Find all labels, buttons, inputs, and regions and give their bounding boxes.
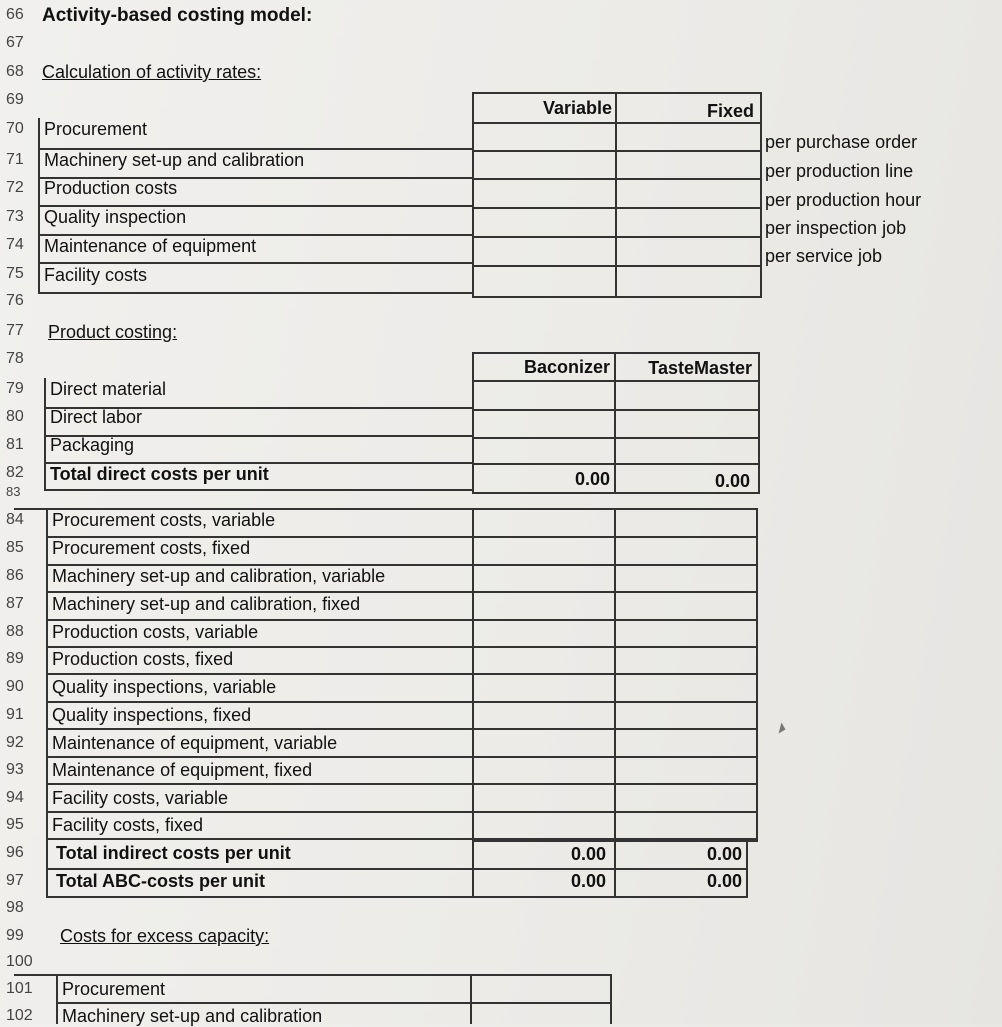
row-number: 68 <box>6 63 24 80</box>
rate-row-label[interactable]: Maintenance of equipment <box>44 236 257 256</box>
indirect-row-label[interactable]: Machinery set-up and calibration, fixed <box>52 594 361 614</box>
column-divider <box>746 838 748 896</box>
grid-line <box>38 262 474 264</box>
total-abc-baconizer[interactable]: 0.00 <box>570 871 606 891</box>
column-divider <box>614 352 616 492</box>
row-number: 93 <box>6 761 24 778</box>
row-number: 94 <box>6 789 24 806</box>
row-number: 83 <box>6 484 21 499</box>
grid-line <box>472 409 758 411</box>
direct-row-label[interactable]: Direct labor <box>50 407 143 427</box>
column-divider <box>470 974 472 1024</box>
grid-line <box>472 536 756 538</box>
grid-line <box>46 838 474 840</box>
grid-line <box>472 896 748 898</box>
row-number: 91 <box>6 706 24 723</box>
row-number: 90 <box>6 678 24 695</box>
direct-row-label[interactable]: Direct material <box>50 379 167 399</box>
row-number: 75 <box>6 265 24 282</box>
grid-line <box>46 896 474 898</box>
grid-line <box>46 646 474 648</box>
total-indirect-label[interactable]: Total indirect costs per unit <box>56 843 291 863</box>
grid-line <box>472 564 756 566</box>
row-number: 100 <box>6 953 33 970</box>
row-number: 67 <box>6 34 24 51</box>
grid-line <box>472 207 760 209</box>
total-direct-baconizer[interactable]: 0.00 <box>574 469 610 489</box>
grid-line <box>472 646 756 648</box>
header-variable: Variable <box>542 98 612 118</box>
row-number: 89 <box>6 650 24 667</box>
grid-line <box>44 489 474 491</box>
grid-line <box>472 150 760 152</box>
row-number: 66 <box>6 6 24 23</box>
grid-line <box>472 236 760 238</box>
grid-line <box>46 619 474 621</box>
indirect-row-label[interactable]: Quality inspections, fixed <box>52 705 252 725</box>
column-divider <box>610 974 612 1024</box>
row-number: 82 <box>6 464 24 481</box>
row-number: 84 <box>6 511 24 528</box>
indirect-row-label[interactable]: Production costs, fixed <box>52 649 234 669</box>
column-divider <box>38 118 40 294</box>
grid-line <box>472 591 756 593</box>
row-number: 76 <box>6 292 24 309</box>
grid-line <box>472 728 756 730</box>
unit-note[interactable]: per production hour <box>765 190 922 210</box>
row-number: 77 <box>6 322 24 339</box>
grid-line <box>472 756 756 758</box>
rate-row-label[interactable]: Procurement <box>44 119 148 139</box>
grid-line <box>46 673 474 675</box>
row-number: 69 <box>6 91 24 108</box>
indirect-row-label[interactable]: Maintenance of equipment, variable <box>52 733 338 753</box>
row-number: 74 <box>6 236 24 253</box>
row-number: 96 <box>6 844 24 861</box>
unit-note[interactable]: per service job <box>765 246 883 266</box>
unit-note[interactable]: per purchase order <box>765 132 918 152</box>
grid-line <box>472 783 756 785</box>
grid-line <box>472 122 760 124</box>
grid-line <box>472 868 748 870</box>
grid-line <box>46 868 474 870</box>
grid-line <box>472 178 760 180</box>
header-baconizer: Baconizer <box>523 357 610 377</box>
total-abc-tastemaster[interactable]: 0.00 <box>706 871 742 891</box>
column-divider <box>760 124 762 268</box>
grid-line <box>46 701 474 703</box>
rate-row-label[interactable]: Facility costs <box>44 265 148 285</box>
total-abc-label[interactable]: Total ABC-costs per unit <box>56 871 266 891</box>
grid-line <box>46 783 474 785</box>
total-direct-label[interactable]: Total direct costs per unit <box>50 464 269 484</box>
row-number: 87 <box>6 595 24 612</box>
row-number: 79 <box>6 380 24 397</box>
row-number: 81 <box>6 436 24 453</box>
row-number: 102 <box>6 1007 33 1024</box>
unit-note[interactable]: per inspection job <box>765 218 907 238</box>
grid-line <box>472 811 756 813</box>
section-product-costing: Product costing: <box>48 322 178 342</box>
grid-line <box>472 673 756 675</box>
indirect-row-label[interactable]: Procurement costs, variable <box>52 510 276 530</box>
row-number: 85 <box>6 539 24 556</box>
section-excess-capacity: Costs for excess capacity: <box>60 926 270 946</box>
indirect-row-label[interactable]: Machinery set-up and calibration, variable <box>52 566 386 586</box>
column-divider <box>56 974 58 1024</box>
grid-line <box>472 265 760 267</box>
row-number: 99 <box>6 927 24 944</box>
grid-line <box>46 756 474 758</box>
total-indirect-tastemaster[interactable]: 0.00 <box>706 844 742 864</box>
rate-row-label[interactable]: Machinery set-up and calibration <box>44 150 305 170</box>
grid-line <box>472 619 756 621</box>
row-number: 71 <box>6 151 24 168</box>
indirect-row-label[interactable]: Facility costs, fixed <box>52 815 204 835</box>
sheet-title: Activity-based costing model: <box>42 5 313 26</box>
column-divider <box>472 838 474 896</box>
row-number: 95 <box>6 816 24 833</box>
grid-line <box>38 292 474 294</box>
cursor-icon <box>775 723 786 734</box>
grid-line <box>472 437 758 439</box>
excess-row-label[interactable]: Machinery set-up and calibration <box>62 1006 323 1026</box>
grid-line <box>46 591 474 593</box>
column-divider <box>44 378 46 490</box>
row-number: 80 <box>6 408 24 425</box>
grid-line <box>472 463 758 465</box>
row-number: 70 <box>6 120 24 137</box>
row-number: 72 <box>6 179 24 196</box>
indirect-row-label[interactable]: Maintenance of equipment, fixed <box>52 760 313 780</box>
row-number: 86 <box>6 567 24 584</box>
indirect-row-label[interactable]: Quality inspections, variable <box>52 677 277 697</box>
indirect-row-label[interactable]: Procurement costs, fixed <box>52 538 251 558</box>
indirect-row-label[interactable]: Production costs, variable <box>52 622 259 642</box>
row-number: 97 <box>6 872 24 889</box>
grid-line <box>56 1002 612 1004</box>
rate-row-label[interactable]: Quality inspection <box>44 207 187 227</box>
row-number: 78 <box>6 350 24 367</box>
row-number: 92 <box>6 734 24 751</box>
grid-line <box>472 380 758 382</box>
excess-row-label[interactable]: Procurement <box>62 979 166 999</box>
row-number: 88 <box>6 623 24 640</box>
grid-line <box>472 838 756 840</box>
row-number: 73 <box>6 208 24 225</box>
header-fixed: Fixed <box>706 101 754 121</box>
grid-line <box>472 701 756 703</box>
grid-line <box>46 728 474 730</box>
grid-line <box>46 811 474 813</box>
row-number: 98 <box>6 899 24 916</box>
row-number: 101 <box>6 980 33 997</box>
grid-line <box>14 974 612 976</box>
rate-row-label[interactable]: Production costs <box>44 178 178 198</box>
header-tastemaster: TasteMaster <box>648 358 752 378</box>
total-direct-tastemaster[interactable]: 0.00 <box>714 471 750 491</box>
indirect-row-label[interactable]: Facility costs, variable <box>52 788 229 808</box>
direct-row-label[interactable]: Packaging <box>50 435 135 455</box>
section-activity-rates: Calculation of activity rates: <box>42 62 262 82</box>
unit-note[interactable]: per production line <box>765 161 914 181</box>
total-indirect-baconizer[interactable]: 0.00 <box>570 844 606 864</box>
